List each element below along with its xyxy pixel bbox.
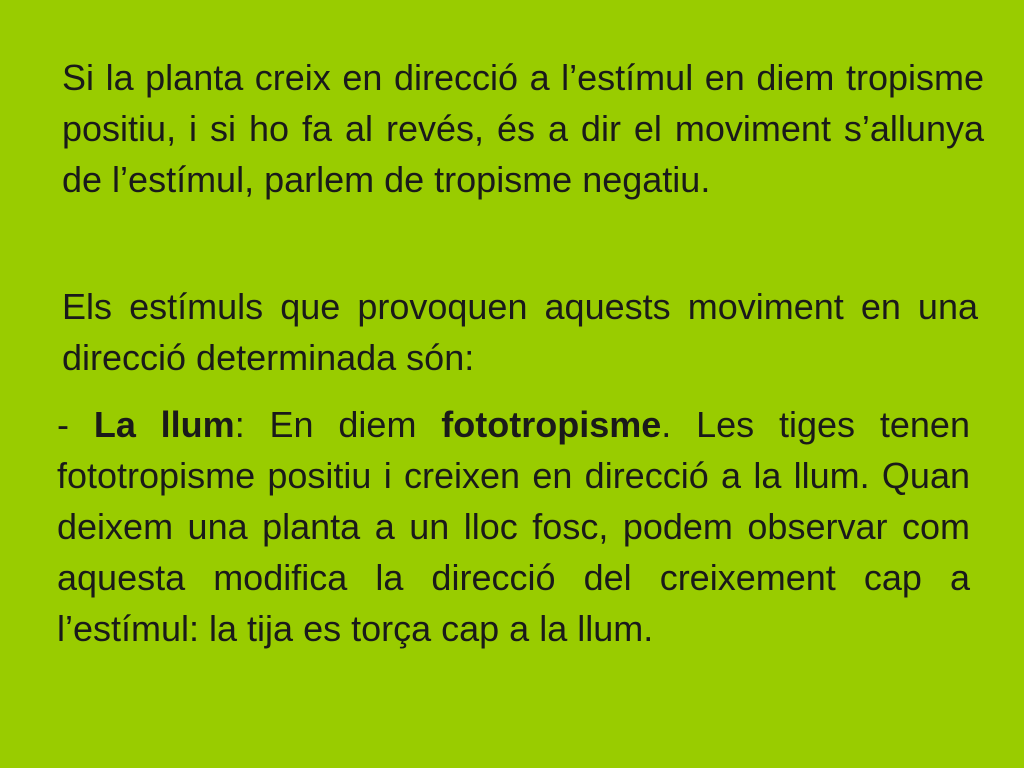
- list-item-light: [57, 399, 970, 654]
- paragraph-tropism-definition: Si la planta creix en direcció a l’estímul en diem tropisme positiu, i si ho fa al revés, és a dir el moviment s’allunya de l’estímul, parlem de tropisme negatiu.: [62, 57, 984, 200]
- item-dash: -: [57, 404, 94, 445]
- paragraph-stimuli-intro: Els estímuls que provoquen aquests moviment en una direcció determinada són:: [62, 286, 978, 378]
- item-term-phototropism: fototropisme: [441, 404, 662, 445]
- item-term-light: La llum: [93, 404, 235, 445]
- item-intro-text: : En diem: [234, 404, 442, 445]
- item-description: . Les tiges tenen fototropisme positiu i creixen en direcció a la llum. Quan deixem una planta a un lloc fosc, podem observar com aquesta modifica la direcció del creixement cap a l’estímul: la tija es torça cap a la llum.: [57, 404, 970, 649]
